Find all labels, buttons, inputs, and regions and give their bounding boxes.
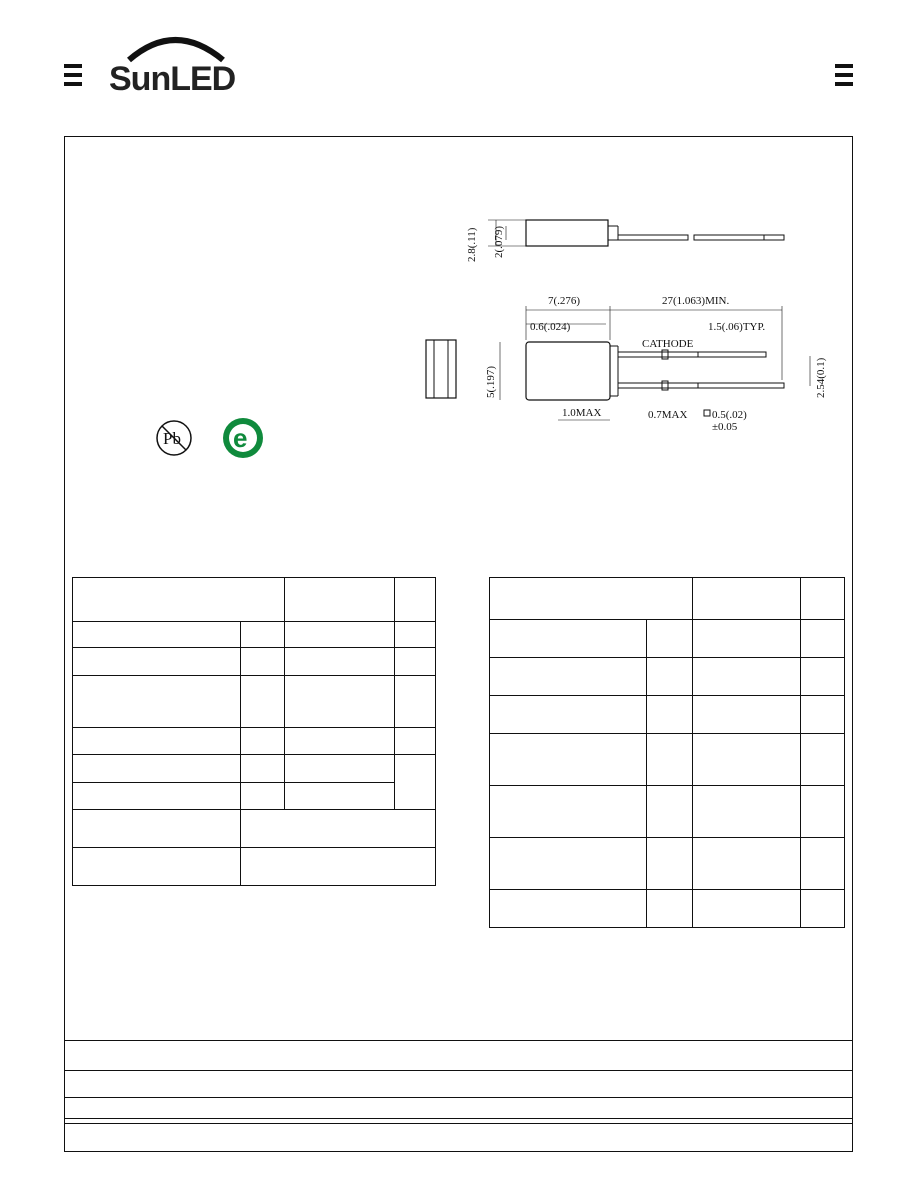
left-menu-bars-icon xyxy=(64,64,82,91)
svg-text:0.7MAX: 0.7MAX xyxy=(648,409,688,421)
svg-text:e: e xyxy=(233,423,248,453)
svg-text:0.5(.02): 0.5(.02) xyxy=(712,409,747,421)
svg-text:Pb: Pb xyxy=(163,429,181,448)
footer-divider-3 xyxy=(64,1097,853,1098)
svg-text:1.0MAX: 1.0MAX xyxy=(562,407,602,419)
svg-text:0.6(.024): 0.6(.024) xyxy=(530,321,571,333)
svg-text:CATHODE: CATHODE xyxy=(642,338,694,350)
logo-text: SunLED xyxy=(109,60,236,98)
optical-characteristics-table xyxy=(489,577,845,928)
svg-text:5(.197): 5(.197) xyxy=(485,365,497,398)
pb-free-badge-icon xyxy=(154,418,194,458)
right-menu-bars-icon xyxy=(835,64,853,91)
svg-text:2.54(0.1): 2.54(0.1) xyxy=(815,357,827,398)
svg-text:2(.079): 2(.079) xyxy=(493,225,505,258)
svg-text:7(.276): 7(.276) xyxy=(548,295,581,307)
sunled-logo xyxy=(105,26,245,98)
footer-divider-1 xyxy=(64,1040,853,1041)
footer-divider-5 xyxy=(64,1123,853,1124)
absolute-ratings-table xyxy=(72,577,436,886)
footer-divider-2 xyxy=(64,1070,853,1071)
footer-divider-4 xyxy=(64,1118,853,1119)
svg-text:1.5(.06)TYP.: 1.5(.06)TYP. xyxy=(708,321,766,333)
svg-text:±0.05: ±0.05 xyxy=(712,421,738,433)
mechanical-drawing xyxy=(418,200,827,440)
rohs-badge-icon xyxy=(220,416,266,460)
svg-text:2.8(.11): 2.8(.11) xyxy=(466,227,478,262)
svg-text:27(1.063)MIN.: 27(1.063)MIN. xyxy=(662,295,730,307)
